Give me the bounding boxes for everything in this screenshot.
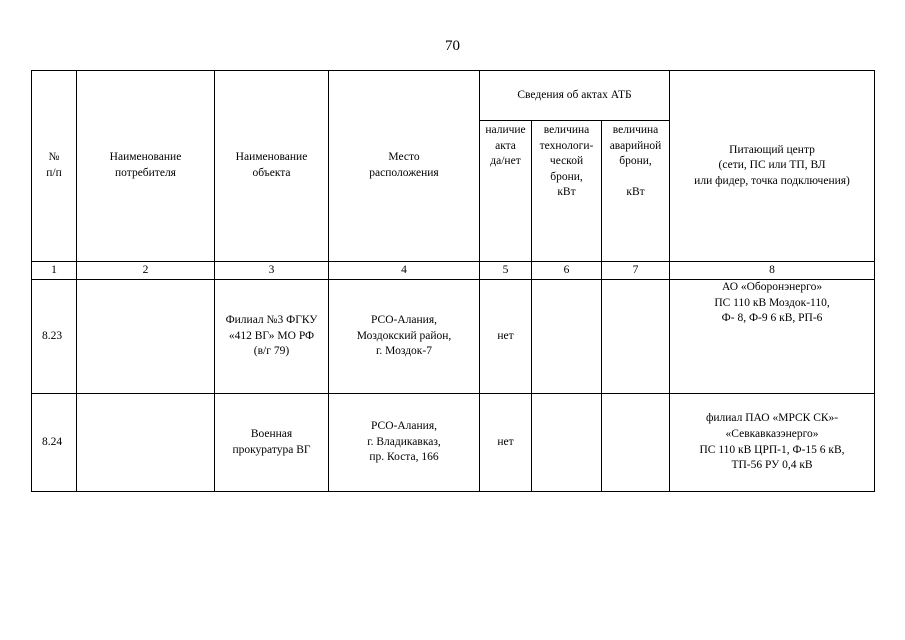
row-location-line: Моздокский район, — [356, 329, 452, 342]
row-object-line: прокуратура ВГ — [232, 443, 311, 456]
row-location-line: РСО-Алания, — [371, 420, 437, 433]
header-location — [329, 71, 480, 262]
row-object-line: Филиал №3 ФГКУ — [225, 314, 318, 327]
header-tech-line: кВт — [557, 186, 576, 199]
header-consumer — [77, 71, 215, 262]
header-supply-line: Питающий центр — [729, 143, 815, 156]
header-act-line: да/нет — [490, 155, 521, 168]
header-tech-line: величина — [543, 124, 590, 136]
header-act-line: наличие — [485, 124, 526, 136]
header-consumer-line: потребителя — [115, 167, 176, 179]
row-consumer — [77, 394, 215, 492]
header-location-line: расположения — [369, 167, 439, 179]
row-object-line: (в/г 79) — [253, 345, 290, 358]
row-object — [215, 394, 329, 492]
header-consumer-line: Наименование — [109, 151, 182, 164]
header-supply — [670, 71, 875, 262]
row-supply-line: филиал ПАО «МРСК СК»- — [705, 412, 839, 425]
header-row-1 — [32, 71, 875, 121]
row-tech — [532, 394, 602, 492]
row-supply-line: Ф- 8, Ф-9 6 кВ, РП-6 — [721, 312, 823, 325]
header-act-line: акта — [495, 139, 516, 152]
row-supply — [670, 280, 875, 394]
header-emerg-line: кВт — [626, 186, 645, 199]
col-number: 8 — [670, 262, 875, 280]
row-location-line: пр. Коста, 166 — [369, 451, 439, 464]
row-object — [215, 280, 329, 394]
header-emerg-line: величина — [612, 124, 659, 136]
header-emergency-reserve — [602, 121, 670, 262]
row-supply-line: «Севкавказэнерго» — [725, 427, 819, 440]
row-location — [329, 394, 480, 492]
col-number: 2 — [77, 262, 215, 280]
column-number-row — [32, 262, 875, 280]
row-consumer — [77, 280, 215, 394]
header-emerg-line: брони, — [619, 155, 652, 168]
col-number: 1 — [32, 262, 77, 280]
row-object-line: Военная — [250, 427, 293, 440]
row-location-line: г. Моздок-7 — [376, 345, 432, 358]
col-number: 4 — [329, 262, 480, 280]
header-emerg-spacer — [602, 170, 669, 186]
header-location-line: Место — [388, 151, 420, 164]
header-object-line: Наименование — [235, 151, 308, 164]
row-supply-line: ТП-56 РУ 0,4 кВ — [731, 459, 813, 472]
header-tech-line: брони, — [550, 170, 583, 183]
header-object — [215, 71, 329, 262]
atb-table — [31, 70, 875, 492]
header-supply-line: или фидер, точка подключения) — [694, 174, 850, 187]
header-atb-group: Сведения об актах АТБ — [480, 71, 670, 121]
header-supply-line: (сети, ПС или ТП, ВЛ — [718, 159, 826, 172]
col-number: 7 — [602, 262, 670, 280]
row-emerg — [602, 394, 670, 492]
col-number: 5 — [480, 262, 532, 280]
row-emerg — [602, 280, 670, 394]
table-row — [32, 394, 875, 492]
col-number: 6 — [532, 262, 602, 280]
row-act: нет — [480, 394, 532, 492]
header-num-line: № — [48, 151, 60, 164]
row-num: 8.23 — [32, 280, 77, 394]
table-row — [32, 280, 875, 394]
row-supply — [670, 394, 875, 492]
header-tech-reserve — [532, 121, 602, 262]
row-location — [329, 280, 480, 394]
row-location-line: г. Владикавказ, — [367, 435, 441, 448]
header-num — [32, 71, 77, 262]
row-location-line: РСО-Алания, — [371, 314, 437, 327]
row-act: нет — [480, 280, 532, 394]
header-act — [480, 121, 532, 262]
header-tech-line: ческой — [549, 155, 584, 168]
row-supply-line: ПС 110 кВ Моздок-110, — [714, 296, 830, 309]
col-number: 3 — [215, 262, 329, 280]
header-num-line: п/п — [46, 167, 62, 179]
header-tech-line: технологи- — [539, 139, 594, 152]
row-object-line: «412 ВГ» МО РФ — [228, 329, 315, 342]
row-supply-line: ПС 110 кВ ЦРП-1, Ф-15 6 кВ, — [699, 443, 845, 456]
row-tech — [532, 280, 602, 394]
header-object-line: объекта — [252, 167, 291, 179]
page-number: 70 — [445, 38, 460, 54]
row-num: 8.24 — [32, 394, 77, 492]
row-supply-line: АО «Оборонэнерго» — [721, 281, 823, 293]
header-emerg-line: аварийной — [609, 139, 662, 152]
